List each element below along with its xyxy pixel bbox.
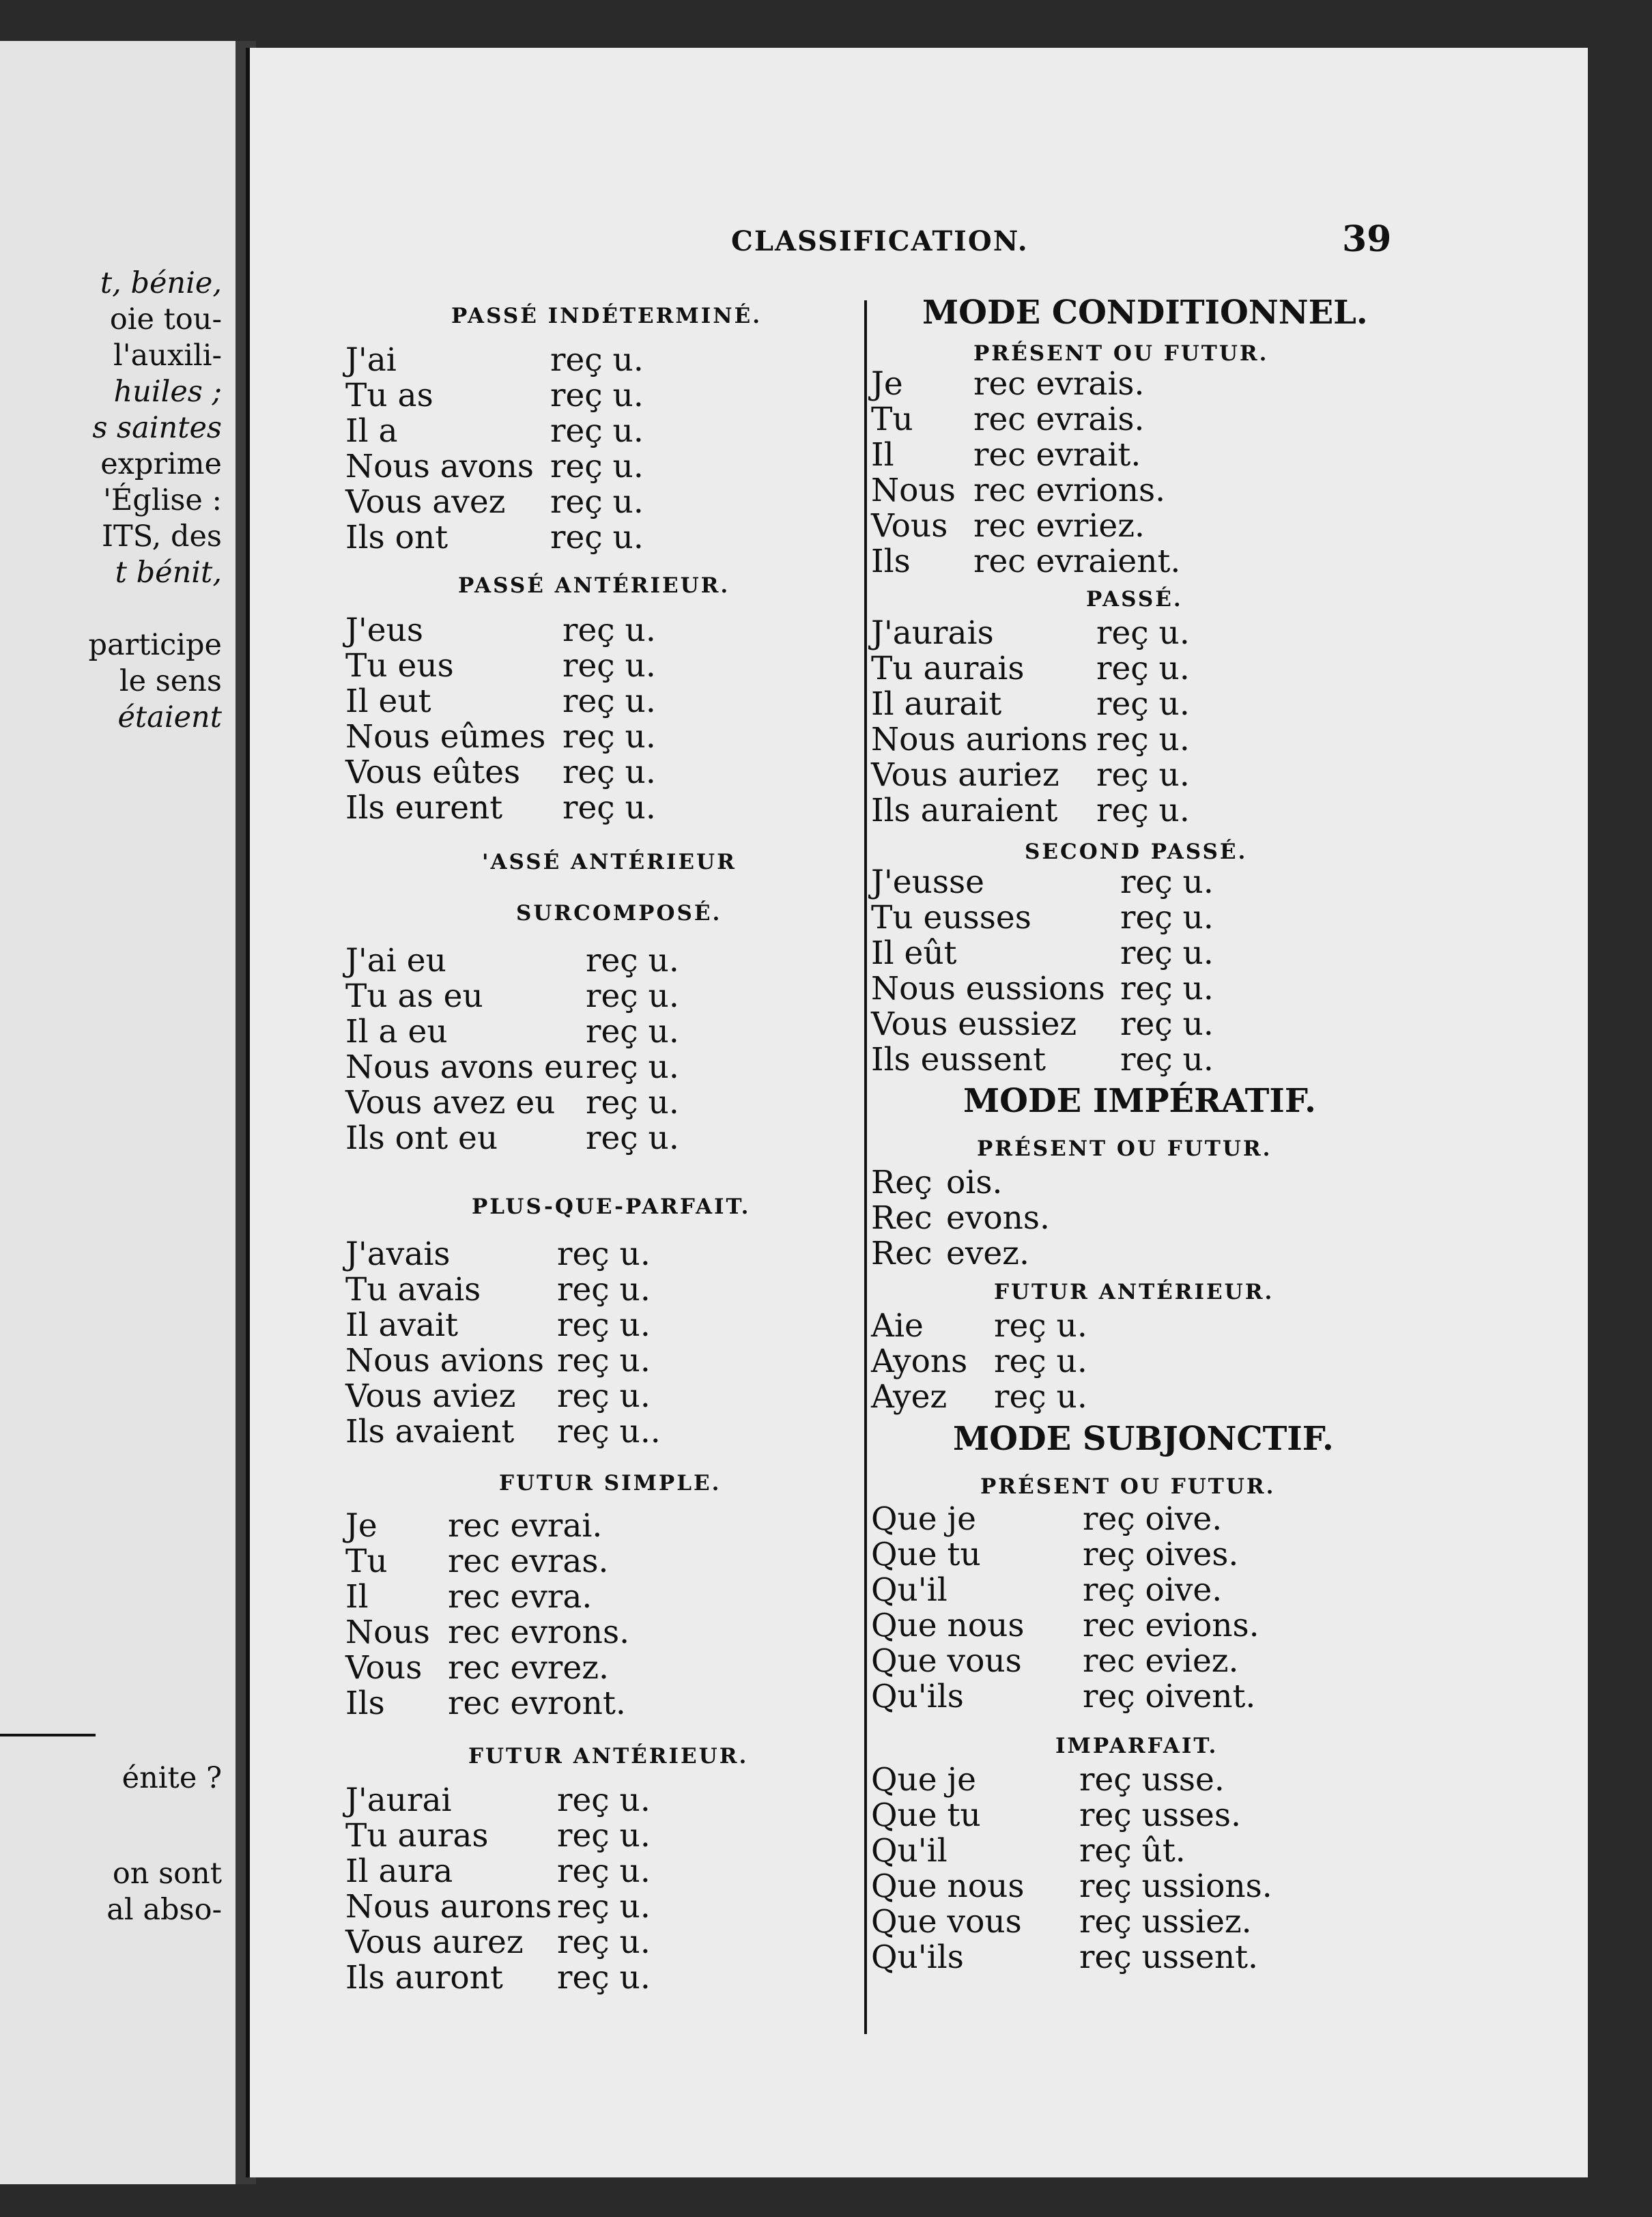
verb-form: reç u. bbox=[550, 519, 644, 556]
section-heading: PASSÉ INDÉTERMINÉ. bbox=[451, 304, 763, 328]
pronoun: Tu eus bbox=[345, 647, 454, 685]
right-page bbox=[246, 48, 1588, 2177]
verb-form: rec evriez. bbox=[973, 507, 1145, 545]
conjugation-row bbox=[345, 1119, 960, 1155]
pronoun: Nous avions bbox=[345, 1342, 545, 1379]
section-heading: FUTUR SIMPLE. bbox=[499, 1471, 722, 1496]
verb-form: reç u. bbox=[1120, 1005, 1214, 1043]
left-facing-page bbox=[0, 41, 236, 2184]
pronoun: Tu eusses bbox=[871, 899, 1031, 936]
verb-form: reç u. bbox=[550, 377, 644, 414]
page-number: 39 bbox=[1342, 218, 1392, 260]
verb-form: reç u. bbox=[562, 612, 656, 649]
conjugation-row bbox=[345, 1413, 960, 1448]
conjugation-row bbox=[345, 483, 960, 519]
section-heading: PRÉSENT OU FUTUR. bbox=[973, 341, 1269, 366]
verb-form: rec evront. bbox=[448, 1685, 626, 1722]
conjugation-row bbox=[345, 683, 960, 718]
mode-heading-subjonctif: MODE SUBJONCTIF. bbox=[953, 1420, 1334, 1458]
pronoun: Qu'ils bbox=[871, 1678, 964, 1715]
pronoun: Vous auriez bbox=[871, 756, 1059, 794]
pronoun: Tu bbox=[871, 401, 913, 438]
pronoun: Vous aurez bbox=[345, 1923, 524, 1961]
conjugation-row bbox=[345, 1685, 960, 1720]
pronoun: Qu'il bbox=[871, 1571, 948, 1609]
pronoun: Que nous bbox=[871, 1868, 1025, 1905]
pronoun: Qu'ils bbox=[871, 1939, 964, 1976]
verb-form: reç u.. bbox=[557, 1413, 661, 1450]
conjugation-row bbox=[871, 1041, 1485, 1076]
pronoun: Ils auraient bbox=[871, 792, 1058, 829]
pronoun: Il avait bbox=[345, 1306, 459, 1344]
conjugation-row bbox=[345, 1507, 960, 1543]
section-heading: IMPARFAIT. bbox=[1055, 1734, 1219, 1758]
pronoun: Qu'il bbox=[871, 1832, 948, 1870]
verb-form: rec evions. bbox=[1083, 1607, 1259, 1644]
verb-form: rec evra. bbox=[448, 1578, 593, 1616]
verb-form: reç oive. bbox=[1083, 1500, 1223, 1538]
section-heading: PLUS-QUE-PARFAIT. bbox=[472, 1195, 751, 1219]
conjugation-row bbox=[871, 792, 1485, 827]
pronoun: Tu bbox=[345, 1543, 388, 1580]
conjugation-row bbox=[871, 1343, 1485, 1378]
pronoun: Nous aurions bbox=[871, 721, 1088, 758]
section-heading: PASSÉ ANTÉRIEUR. bbox=[458, 573, 730, 598]
pronoun: Nous bbox=[871, 472, 956, 509]
left-page-rule bbox=[0, 1734, 96, 1736]
verb-form: reç u. bbox=[1120, 1041, 1214, 1078]
verb-form: reç u. bbox=[586, 1048, 679, 1086]
pronoun: Nous eûmes bbox=[345, 718, 546, 756]
verb-form: reç u. bbox=[557, 1782, 651, 1819]
conjugation-row bbox=[871, 365, 1485, 401]
pronoun: Vous eûtes bbox=[345, 754, 521, 791]
conjugation-row bbox=[871, 1536, 1485, 1571]
verb-form: reç u. bbox=[1096, 650, 1190, 687]
pronoun: Rec bbox=[871, 1199, 932, 1237]
conjugation-row bbox=[871, 507, 1485, 543]
conjugation-row bbox=[345, 1782, 960, 1817]
verb-form: reç u. bbox=[550, 412, 644, 450]
pronoun: Que vous bbox=[871, 1642, 1022, 1680]
conjugation-row bbox=[345, 1235, 960, 1271]
conjugation-row bbox=[871, 1903, 1485, 1939]
pronoun: Ayez bbox=[871, 1378, 948, 1416]
verb-form: reç u. bbox=[562, 647, 656, 685]
left-page-line: oie tou- bbox=[109, 302, 222, 337]
verb-form: reç u. bbox=[562, 789, 656, 827]
conjugation-row bbox=[871, 756, 1485, 792]
verb-form: reç u. bbox=[550, 483, 644, 521]
conjugation-row bbox=[871, 1500, 1485, 1536]
conjugation-row bbox=[871, 1761, 1485, 1797]
conjugation-row bbox=[345, 341, 960, 377]
verb-form: evez. bbox=[946, 1235, 1029, 1272]
left-page-line: participe bbox=[88, 628, 222, 662]
verb-form: reç u. bbox=[1120, 863, 1214, 901]
conjugation-row bbox=[345, 448, 960, 483]
conjugation-row bbox=[871, 1378, 1485, 1414]
conjugation-row bbox=[345, 1817, 960, 1853]
conjugation-row bbox=[871, 1235, 1485, 1270]
pronoun: Que tu bbox=[871, 1797, 981, 1834]
verb-form: rec evrez. bbox=[448, 1649, 609, 1687]
pronoun: J'avais bbox=[345, 1235, 451, 1273]
conjugation-row bbox=[871, 1832, 1485, 1868]
conjugation-row bbox=[345, 1578, 960, 1614]
pronoun: Ayons bbox=[871, 1343, 968, 1380]
verb-form: reç u. bbox=[550, 341, 644, 379]
conjugation-row bbox=[871, 1199, 1485, 1235]
conjugation-row bbox=[871, 899, 1485, 934]
verb-form: reç u. bbox=[557, 1888, 651, 1926]
conjugation-row bbox=[345, 1853, 960, 1888]
verb-form: reç u. bbox=[557, 1853, 651, 1890]
left-page-line: le sens bbox=[119, 664, 222, 698]
section-heading: PASSÉ. bbox=[1086, 587, 1183, 612]
conjugation-row bbox=[871, 1164, 1485, 1199]
pronoun: Je bbox=[871, 365, 903, 403]
conjugation-row bbox=[871, 1868, 1485, 1903]
verb-form: rec eviez. bbox=[1083, 1642, 1239, 1680]
left-page-line: exprime bbox=[100, 447, 222, 481]
conjugation-row bbox=[345, 1649, 960, 1685]
conjugation-row bbox=[345, 1342, 960, 1377]
pronoun: Ils bbox=[345, 1685, 385, 1722]
conjugation-row bbox=[345, 1084, 960, 1119]
section-heading: PRÉSENT OU FUTUR. bbox=[977, 1136, 1272, 1161]
pronoun: Vous aviez bbox=[345, 1377, 516, 1415]
pronoun: Il aura bbox=[345, 1853, 453, 1890]
pronoun: Tu as bbox=[345, 377, 433, 414]
conjugation-row bbox=[871, 1939, 1485, 1974]
conjugation-row bbox=[871, 970, 1485, 1005]
conjugation-row bbox=[345, 647, 960, 683]
conjugation-row bbox=[345, 519, 960, 554]
pronoun: Nous eussions bbox=[871, 970, 1105, 1007]
conjugation-row bbox=[345, 1048, 960, 1084]
verb-form: reç u. bbox=[557, 1342, 651, 1379]
verb-form: reç usse. bbox=[1079, 1761, 1225, 1799]
verb-form: rec evrais. bbox=[973, 365, 1145, 403]
left-page-line: 'Église : bbox=[103, 483, 222, 517]
pronoun: Que vous bbox=[871, 1903, 1022, 1941]
verb-form: rec evrons. bbox=[448, 1614, 630, 1651]
section-heading: 'ASSÉ ANTÉRIEUR bbox=[482, 850, 737, 874]
conjugation-row bbox=[871, 721, 1485, 756]
pronoun: Ils ont bbox=[345, 519, 448, 556]
verb-form: reç u. bbox=[557, 1959, 651, 1997]
pronoun: Il eut bbox=[345, 683, 431, 720]
verb-form: rec evras. bbox=[448, 1543, 609, 1580]
verb-form: reç u. bbox=[557, 1235, 651, 1273]
verb-form: reç ussent. bbox=[1079, 1939, 1258, 1976]
conjugation-row bbox=[345, 1377, 960, 1413]
left-page-line: étaient bbox=[117, 700, 222, 734]
conjugation-row bbox=[345, 1888, 960, 1926]
pronoun: Il a eu bbox=[345, 1013, 448, 1050]
section-subheading: SURCOMPOSÉ. bbox=[516, 901, 722, 926]
pronoun: Il aurait bbox=[871, 685, 1002, 723]
verb-form: reç u. bbox=[1120, 934, 1214, 972]
pronoun: Vous bbox=[871, 507, 948, 545]
verb-form: reç u. bbox=[586, 1119, 679, 1157]
running-head: CLASSIFICATION. bbox=[731, 225, 1029, 257]
pronoun: Tu as eu bbox=[345, 977, 483, 1015]
verb-form: reç u. bbox=[562, 754, 656, 791]
verb-form: rec evraient. bbox=[973, 543, 1181, 580]
conjugation-row bbox=[871, 863, 1485, 899]
verb-form: reç u. bbox=[562, 683, 656, 720]
pronoun: Vous avez bbox=[345, 483, 506, 521]
verb-form: reç u. bbox=[1120, 970, 1214, 1007]
left-page-line: t bénit, bbox=[115, 556, 222, 590]
conjugation-row bbox=[345, 754, 960, 789]
pronoun: Ils avaient bbox=[345, 1413, 515, 1450]
pronoun: J'aurai bbox=[345, 1782, 452, 1819]
mode-heading-conditionnel: MODE CONDITIONNEL. bbox=[922, 294, 1368, 332]
left-page-line: t, bénie, bbox=[100, 266, 222, 300]
conjugation-row bbox=[871, 1005, 1485, 1041]
verb-form: reç usses. bbox=[1079, 1797, 1241, 1834]
verb-form: reç u. bbox=[586, 977, 679, 1015]
conjugation-row bbox=[345, 1959, 960, 1997]
conjugation-row bbox=[345, 1306, 960, 1342]
conjugation-row bbox=[871, 934, 1485, 970]
left-page-line: huiles ; bbox=[113, 375, 222, 409]
left-page-line: al abso- bbox=[106, 1893, 222, 1927]
section-heading: PRÉSENT OU FUTUR. bbox=[980, 1474, 1276, 1499]
verb-form: rec evrions. bbox=[973, 472, 1166, 509]
conjugation-row bbox=[871, 401, 1485, 436]
verb-form: reç u. bbox=[1096, 792, 1190, 829]
pronoun: Tu aurais bbox=[871, 650, 1025, 687]
pronoun: Vous bbox=[345, 1649, 423, 1687]
verb-form: reç u. bbox=[1120, 899, 1214, 936]
conjugation-row bbox=[345, 977, 960, 1013]
pronoun: J'eusse bbox=[871, 863, 984, 901]
verb-form: reç u. bbox=[557, 1377, 651, 1415]
conjugation-row bbox=[871, 543, 1485, 578]
pronoun: J'ai eu bbox=[345, 942, 446, 979]
verb-form: reç u. bbox=[1096, 685, 1190, 723]
conjugation-row bbox=[345, 412, 960, 448]
verb-form: ois. bbox=[946, 1164, 1003, 1201]
conjugation-row bbox=[871, 1797, 1485, 1832]
conjugation-row bbox=[345, 942, 960, 977]
verb-form: reç u. bbox=[586, 1084, 679, 1121]
pronoun: J'aurais bbox=[871, 614, 994, 652]
verb-form: reç oivent. bbox=[1083, 1678, 1256, 1715]
pronoun: Il a bbox=[345, 412, 398, 450]
pronoun: Tu avais bbox=[345, 1271, 481, 1308]
verb-form: reç u. bbox=[994, 1307, 1087, 1345]
verb-form: reç u. bbox=[1096, 721, 1190, 758]
pronoun: J'eus bbox=[345, 612, 423, 649]
section-heading: FUTUR ANTÉRIEUR. bbox=[994, 1280, 1274, 1304]
verb-form: reç u. bbox=[557, 1306, 651, 1344]
pronoun: Il bbox=[871, 436, 894, 474]
conjugation-row bbox=[871, 1607, 1485, 1642]
pronoun: Ils eurent bbox=[345, 789, 503, 827]
pronoun: Reç bbox=[871, 1164, 932, 1201]
mode-heading-imperatif: MODE IMPÉRATIF. bbox=[963, 1082, 1316, 1120]
verb-form: reç u. bbox=[562, 718, 656, 756]
conjugation-row bbox=[345, 1013, 960, 1048]
conjugation-row bbox=[345, 1614, 960, 1649]
pronoun: Nous avons bbox=[345, 448, 535, 485]
conjugation-row bbox=[871, 1642, 1485, 1678]
pronoun: Vous eussiez bbox=[871, 1005, 1077, 1043]
left-page-line: ITS, des bbox=[102, 519, 222, 554]
verb-form: rec evrai. bbox=[448, 1507, 603, 1545]
conjugation-row bbox=[871, 472, 1485, 507]
left-page-line: énite ? bbox=[122, 1761, 222, 1795]
pronoun: Ils eussent bbox=[871, 1041, 1046, 1078]
conjugation-row bbox=[871, 1307, 1485, 1343]
conjugation-row bbox=[871, 685, 1485, 721]
pronoun: Que je bbox=[871, 1500, 976, 1538]
column-divider bbox=[864, 300, 867, 2034]
verb-form: reç u. bbox=[1096, 756, 1190, 794]
conjugation-row bbox=[345, 789, 960, 825]
verb-form: reç u. bbox=[994, 1378, 1087, 1416]
verb-form: reç u. bbox=[557, 1817, 651, 1855]
pronoun: Que nous bbox=[871, 1607, 1025, 1644]
pronoun: Ils auront bbox=[345, 1959, 503, 1997]
verb-form: reç u. bbox=[1096, 614, 1190, 652]
pronoun: Ils bbox=[871, 543, 911, 580]
pronoun: Je bbox=[345, 1507, 378, 1545]
verb-form: reç u. bbox=[550, 448, 644, 485]
pronoun: Il bbox=[345, 1578, 369, 1616]
conjugation-row bbox=[345, 1543, 960, 1578]
verb-form: reç u. bbox=[557, 1923, 651, 1961]
verb-form: reç u. bbox=[586, 942, 679, 979]
verb-form: rec evrais. bbox=[973, 401, 1145, 438]
pronoun: Il eût bbox=[871, 934, 957, 972]
conjugation-row bbox=[871, 1571, 1485, 1607]
conjugation-row bbox=[345, 1923, 960, 1959]
pronoun: Que tu bbox=[871, 1536, 981, 1573]
pronoun: Tu auras bbox=[345, 1817, 489, 1855]
pronoun: Nous bbox=[345, 1614, 430, 1651]
verb-form: reç ût. bbox=[1079, 1832, 1186, 1870]
conjugation-row bbox=[871, 614, 1485, 650]
section-heading: FUTUR ANTÉRIEUR. bbox=[468, 1744, 749, 1769]
verb-form: evons. bbox=[946, 1199, 1050, 1237]
verb-form: reç ussiez. bbox=[1079, 1903, 1252, 1941]
conjugation-row bbox=[871, 1678, 1485, 1713]
pronoun: Aie bbox=[871, 1307, 924, 1345]
verb-form: reç oives. bbox=[1083, 1536, 1239, 1573]
left-page-line: l'auxili- bbox=[113, 339, 222, 373]
verb-form: reç u. bbox=[586, 1013, 679, 1050]
pronoun: Nous aurons bbox=[345, 1888, 552, 1926]
verb-form: reç u. bbox=[557, 1271, 651, 1308]
conjugation-row bbox=[345, 377, 960, 412]
section-heading: SECOND PASSÉ. bbox=[1025, 840, 1248, 864]
conjugation-row bbox=[345, 612, 960, 647]
pronoun: Que je bbox=[871, 1761, 976, 1799]
conjugation-row bbox=[871, 436, 1485, 472]
verb-form: rec evrait. bbox=[973, 436, 1141, 474]
conjugation-row bbox=[345, 718, 960, 754]
pronoun: Vous avez eu bbox=[345, 1084, 556, 1121]
conjugation-row bbox=[871, 650, 1485, 685]
verb-form: reç u. bbox=[994, 1343, 1087, 1380]
verb-form: reç oive. bbox=[1083, 1571, 1223, 1609]
left-page-line: on sont bbox=[112, 1857, 222, 1891]
conjugation-row bbox=[345, 1271, 960, 1306]
verb-form: reç ussions. bbox=[1079, 1868, 1272, 1905]
pronoun: J'ai bbox=[345, 341, 397, 379]
pronoun: Nous avons eu bbox=[345, 1048, 584, 1086]
left-page-line: s saintes bbox=[92, 411, 222, 445]
pronoun: Rec bbox=[871, 1235, 932, 1272]
pronoun: Ils ont eu bbox=[345, 1119, 498, 1157]
